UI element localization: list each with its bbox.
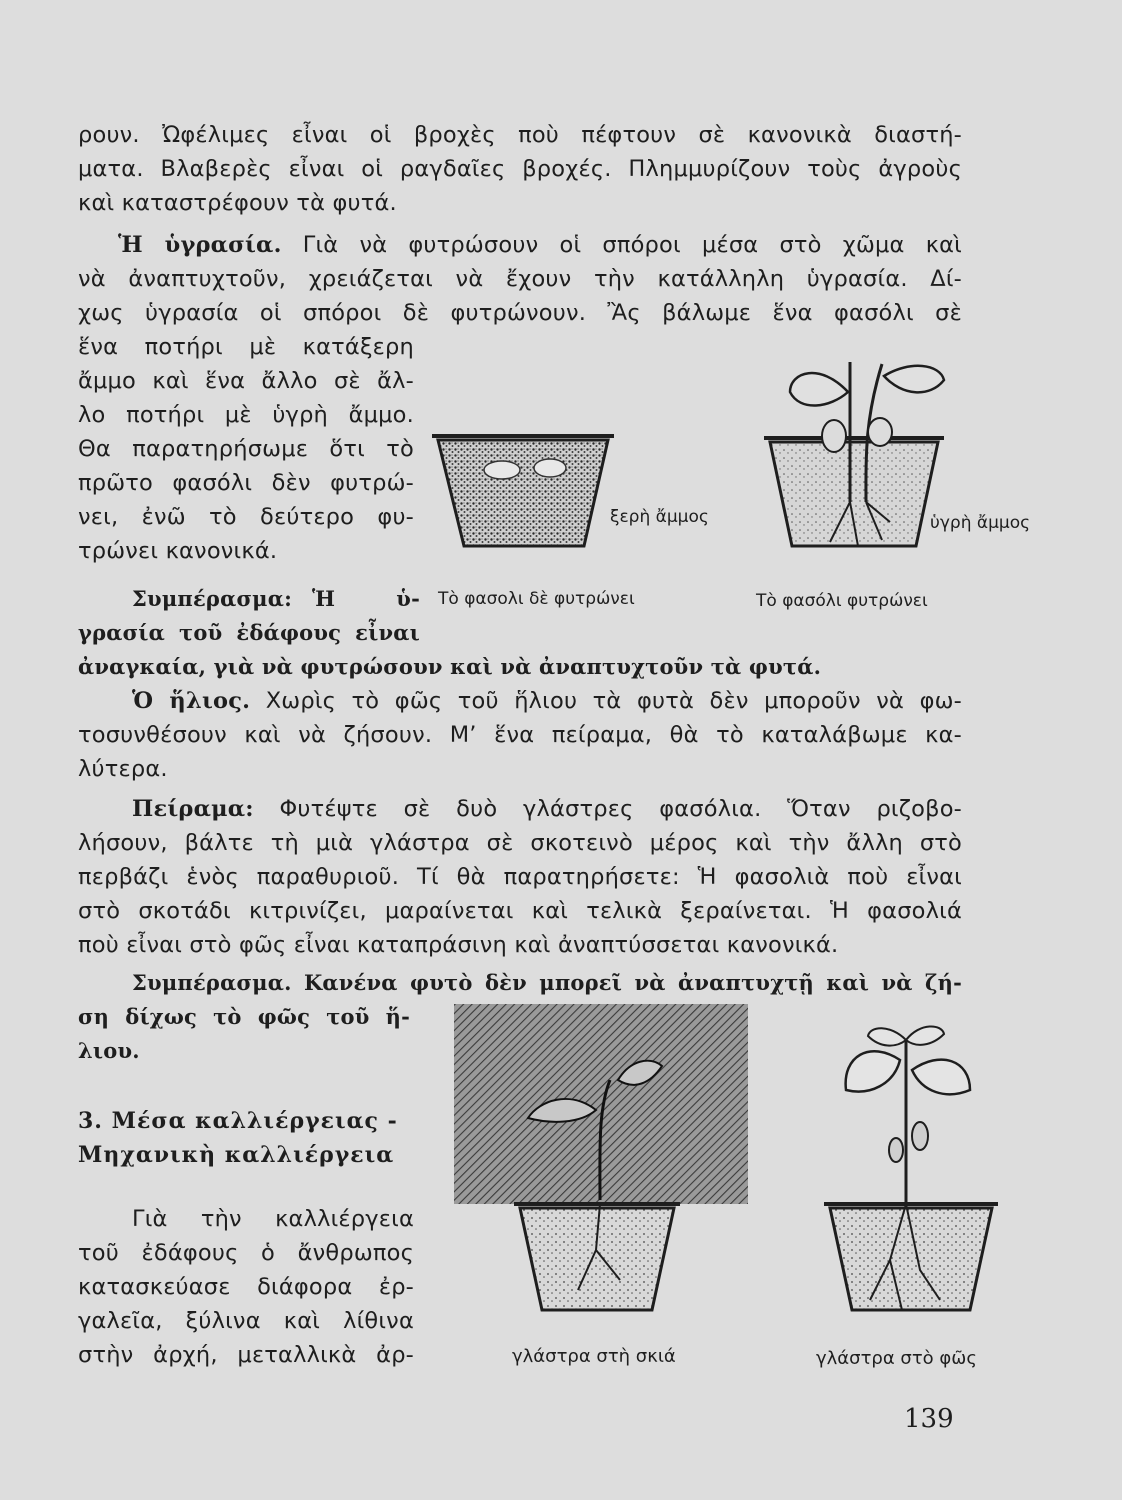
- text-line: λιου.: [78, 1038, 140, 1063]
- text-span: Γιὰ νὰ φυτρώσουν οἱ σπόροι μέσα στὸ χῶμα καὶ: [281, 232, 962, 258]
- caption-light: γλάστρα στὸ φῶς: [816, 1348, 977, 1369]
- paragraph-sun: [78, 684, 962, 786]
- text-line: καὶ καταστρέφουν τὰ φυτά.: [78, 190, 397, 216]
- heading-line: Μηχανικὴ καλλιέργεια: [78, 1142, 395, 1168]
- paragraph-experiment: [78, 792, 962, 962]
- text-line: [78, 582, 420, 616]
- text-line: γρασία τοῦ ἐδάφους εἶναι: [78, 620, 420, 645]
- text-line: Συμπέρασμα. Κανένα φυτὸ δὲν μπορεῖ νὰ ἀναπτυχτῇ καὶ νὰ ζή-: [132, 970, 962, 995]
- text-line: [78, 684, 962, 718]
- text-line: ματα. Βλαβερὲς εἶναι οἱ ραγδαῖες βροχές. Πλημμυρίζουν τοὺς ἀγροὺς: [78, 156, 962, 182]
- caption-dry-sand: Τὸ φασολι δὲ φυτρώνει: [438, 589, 635, 609]
- text-line: τοσυνθέσουν καὶ νὰ ζήσουν. Μ’ ἕνα πείραμα, θὰ τὸ καταλάβωμε κα-: [78, 722, 962, 748]
- section-3-heading: [78, 1104, 418, 1172]
- label-wet-sand: ὑγρὴ ἄμμος: [930, 513, 1031, 533]
- caption-shade: γλάστρα στὴ σκιά: [512, 1346, 676, 1367]
- text-span: Φυτέψτε σὲ δυὸ γλάστρες φασόλια. Ὅταν ριζοβο-: [253, 796, 962, 822]
- caption-wet-sand: Τὸ φασόλι φυτρώνει: [756, 591, 928, 611]
- text-line: νει, ἐνῶ τὸ δεύτερο φυ-: [78, 504, 414, 530]
- text-line: [78, 228, 962, 262]
- conclusion-sun-narrow: [78, 1000, 410, 1068]
- text-line: πρῶτο φασόλι δὲν φυτρώ-: [78, 470, 414, 496]
- text-line: στὸ σκοτάδι κιτρινίζει, μαραίνεται καὶ τελικὰ ξεραίνεται. Ἡ φασολιά: [78, 898, 962, 924]
- text-line: [78, 792, 962, 826]
- text-line: λύτερα.: [78, 756, 168, 782]
- text-line: περβάζι ἑνὸς παραθυριοῦ. Τί θὰ παρατηρήσετε: Ἡ φασολιὰ ποὺ εἶναι: [78, 864, 962, 890]
- dry-pot-icon: [432, 436, 614, 546]
- heading-line: 3. Μέσα καλλιέργειας -: [78, 1108, 398, 1134]
- text-line: ἀναγκαία, γιὰ νὰ φυτρώσουν καὶ νὰ ἀναπτυχτοῦν τὰ φυτά.: [78, 654, 822, 679]
- shade-pot-icon: [514, 1204, 680, 1310]
- paragraph-humidity: [78, 228, 962, 330]
- text-span: Ἡ ὑ-: [312, 586, 420, 611]
- text-line: τοῦ ἐδάφους ὁ ἄνθρωπος: [78, 1240, 414, 1266]
- paragraph-rain: [78, 118, 962, 220]
- text-line: λο ποτήρι μὲ ὑγρὴ ἄμμο.: [78, 402, 414, 428]
- text-line: ποὺ εἶναι στὸ φῶς εἶναι καταπράσινη καὶ ἀναπτύσσεται κανονικά.: [78, 932, 839, 958]
- text-line: ἕνα ποτήρι μὲ κατάξερη: [78, 334, 414, 360]
- conclusion-humidity: [78, 582, 420, 650]
- text-line: νὰ ἀναπτυχτοῦν, χρειάζεται νὰ ἔχουν τὴν κατάλληλη ὑγρασία. Δί-: [78, 266, 962, 292]
- humidity-heading: Ἡ ὑγρασία.: [118, 232, 282, 258]
- sun-heading: Ὁ ἥλιος.: [132, 688, 251, 714]
- conclusion-sun: [78, 966, 962, 1000]
- label-dry-sand: ξερὴ ἄμμος: [610, 507, 709, 527]
- text-line: Θα παρατηρήσωμε ὅτι τὸ: [78, 436, 414, 462]
- paragraph-humidity-narrow: [78, 330, 414, 568]
- paragraph-section-3: [78, 1202, 414, 1372]
- text-line: στὴν ἀρχή, μεταλλικὰ ἀρ-: [78, 1342, 414, 1368]
- text-line: γαλεῖα, ξύλινα καὶ λίθινα: [78, 1308, 414, 1334]
- experiment-label: Πείραμα:: [132, 796, 254, 822]
- text-line: ρουν. Ὠφέλιμες εἶναι οἱ βροχὲς ποὺ πέφτουν σὲ κανονικὰ διαστή-: [78, 122, 962, 148]
- text-line: ἄμμο καὶ ἕνα ἄλλο σὲ ἄλ-: [78, 368, 414, 394]
- figure-sand-pots: [430, 352, 1122, 622]
- page-number: 139: [904, 1404, 954, 1434]
- text-line: χως ὑγρασία οἱ σπόροι δὲ φυτρώνουν. Ἂς βάλωμε ἕνα φασόλι σὲ: [78, 300, 962, 326]
- shade-box-icon: [454, 1004, 748, 1204]
- text-line: τρώνει κανονικά.: [78, 538, 278, 564]
- text-line: κατασκεύασε διάφορα ἐρ-: [78, 1274, 414, 1300]
- text-line: ση δίχως τὸ φῶς τοῦ ἥ-: [78, 1004, 410, 1029]
- text-line: λήσουν, βάλτε τὴ μιὰ γλάστρα σὲ σκοτεινὸ μέρος καὶ τὴν ἄλλη στὸ: [78, 830, 962, 856]
- conclusion-label: Συμπέρασμα:: [132, 586, 293, 611]
- figure-light-pots: [450, 1000, 1020, 1340]
- conclusion-humidity-last: [78, 650, 962, 684]
- text-span: Χωρὶς τὸ φῶς τοῦ ἥλιου τὰ φυτὰ δὲν μποροῦν νὰ φω-: [250, 688, 962, 714]
- text-line: Γιὰ τὴν καλλιέργεια: [132, 1206, 414, 1232]
- wet-pot-icon: [764, 362, 944, 546]
- light-pot-icon: [824, 1026, 998, 1310]
